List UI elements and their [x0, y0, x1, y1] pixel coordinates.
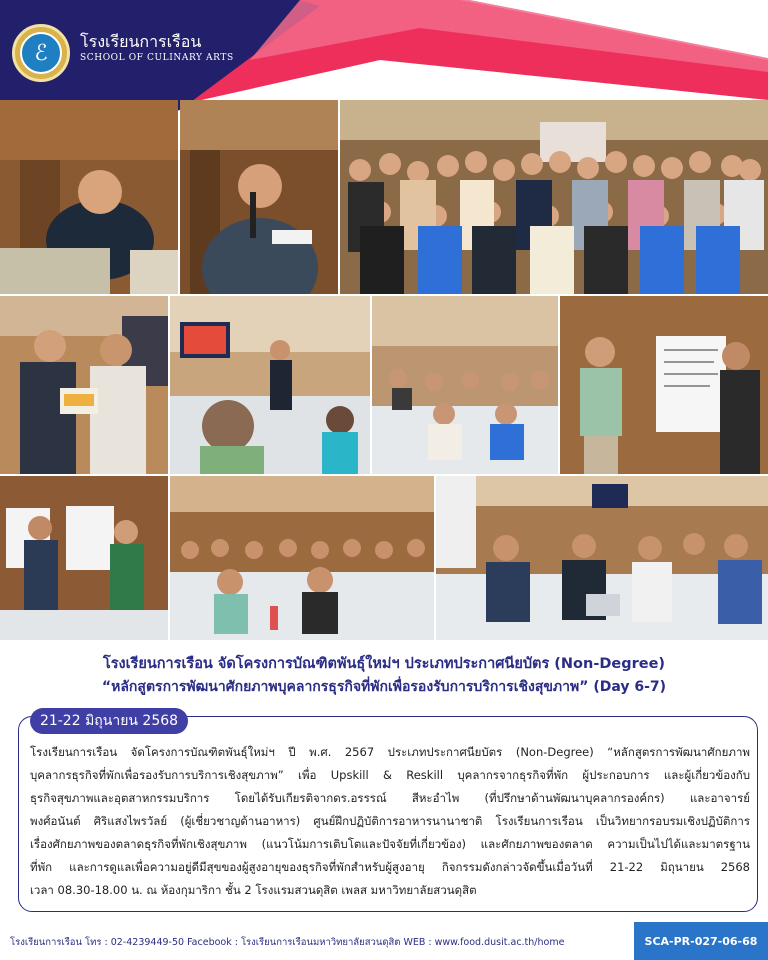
photo-classroom-wide — [170, 296, 370, 474]
body-line: ที่พัก และการดูแลเพื่อความอยู่ดีมีสุขของผู้สูงอายุของธุรกิจที่พักสำหรับผู้สูงอายุ กิจกรรมดังกล่าวจัดขึ้นเมื่อวันที่ 21-22 มิถุนายน 2568 — [30, 860, 750, 874]
photo-certificate — [0, 296, 168, 474]
school-name-english: SCHOOL OF CULINARY ARTS — [80, 53, 234, 63]
photo-presenter-flipchart — [560, 296, 768, 474]
body-line: บุคลากรธุรกิจที่พักเพื่อรองรับการบริการเชิงสุขภาพ” เพื่อ Upskill & Reskill บุคลากรจากธุรกิจที่พัก ผู้ประกอบการ และผู้เกี่ยวข้องกับ — [30, 768, 750, 782]
photo-director-speaking — [0, 100, 178, 294]
body-line: ธุรกิจสุขภาพและอุตสาหกรรมบริการ โดยได้รับเกียรติจากดร.อรรรณ์ สีหะอำไพ (ที่ปรึกษาด้านพัฒนาบุคลากรองค์กร) และอาจารย์ — [30, 791, 750, 805]
photo-workshop-left — [0, 476, 168, 640]
body-line: เวลา 08.30-18.00 น. ณ ห้องกุมาริกา ชั้น 2 โรงแรมสวนดุสิต เพลส มหาวิทยาลัยสวนดุสิต — [30, 883, 477, 897]
photo-speaker-microphone — [180, 100, 338, 294]
body-line: โรงเรียนการเรือน จัดโครงการบัณฑิตพันธุ์ใหม่ฯ ปี พ.ศ. 2567 ประเภทประกาศนียบัตร (Non-Degree) “หลักสูตรการพัฒนาศักยภาพ — [30, 745, 750, 759]
school-logo — [12, 24, 70, 82]
photo-workshop-tables — [170, 476, 434, 640]
footer-contact: โรงเรียนการเรือน โทร : 02-4239449-50 Facebook : โรงเรียนการเรือนมหาวิทยาลัยสวนดุสิต WEB : www.food.dusit.ac.th/home — [10, 937, 565, 948]
photo-group — [340, 100, 768, 294]
photo-laptop-session — [436, 476, 768, 640]
article-body — [30, 741, 750, 902]
body-line: พงศ์อนันต์ ศิริแสงไพรวัลย์ (ผู้เชี่ยวชาญด้านอาหาร) ศูนย์ฝึกปฏิบัติการอาหารนานาชาติ โรงเรียนการเรือน เป็นวิทยากรอบรมเชิงปฏิบัติการ — [30, 814, 750, 828]
document-code: SCA-PR-027-06-68 — [634, 922, 768, 960]
event-date-badge: 21-22 มิถุนายน 2568 — [30, 708, 188, 734]
logo-emblem-icon: ℰ — [20, 32, 62, 74]
photo-participants-seated — [372, 296, 558, 474]
headline-line-2: “หลักสูตรการพัฒนาศักยภาพบุคลากรธุรกิจที่พักเพื่อรองรับการบริการเชิงสุขภาพ” (Day 6-7) — [101, 679, 667, 695]
headline-line-1: โรงเรียนการเรือน จัดโครงการบัณฑิตพันธุ์ใหม่ฯ ประเภทประกาศนียบัตร (Non-Degree) — [102, 656, 666, 672]
body-line: เรื่องศักยภาพของตลาดธุรกิจที่พักเชิงสุขภาพ (แนวโน้มการเติบโตและปัจจัยที่เกี่ยวข้อง) และศักยภาพของตลาด ความเป็นไปได้และมาตรฐาน — [30, 837, 750, 851]
school-name-thai: โรงเรียนการเรือน — [80, 32, 202, 51]
